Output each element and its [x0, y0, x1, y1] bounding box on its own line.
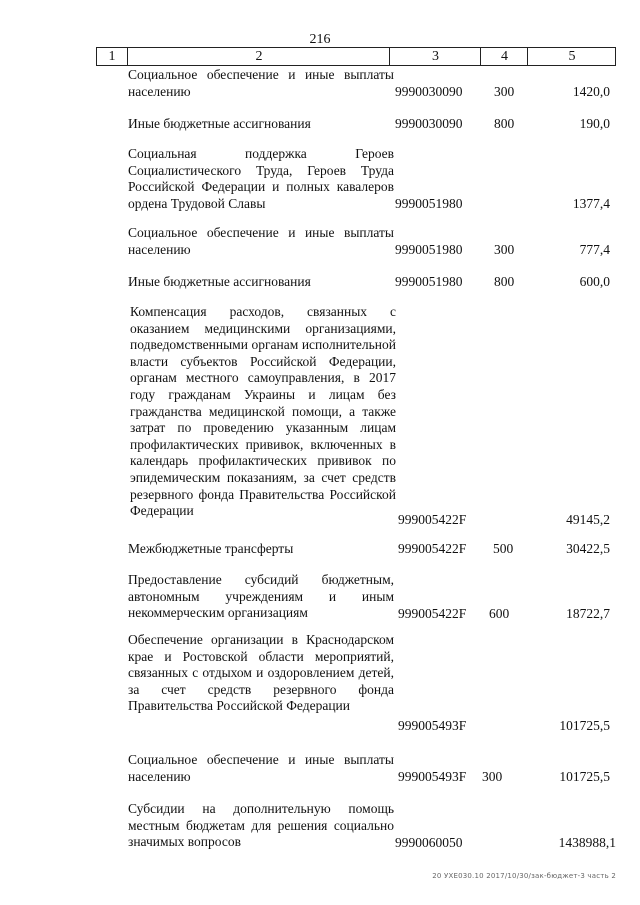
row-description: Социальное обеспечение и иные выплаты населению: [128, 67, 394, 99]
row-description: Обеспечение организации в Краснодарском крае и Ростовской области мероприятий, связанных с отдыхом и оздоровлением детей, за счет средств резервного фонда Правительства Российской Федерации: [128, 632, 394, 714]
row-sum: 30422,5: [566, 541, 610, 556]
footer-path: 20 УХЕ030.10 2017/10/30/зак-бюджет-3 часть 2: [432, 872, 616, 880]
row-sum: 1377,4: [572, 196, 610, 211]
row-expense-type: 300: [494, 242, 515, 257]
row-description: Компенсация расходов, связанных с оказанием медицинскими организациями, подведомственными органам исполнительной власти субъектов Российской Федерации, органам местного самоуправления, в 2017 году гражданам Украины и лицам без гражданства медицинской помощи, а также затрат по проведению указанным лицам профилактических прививок, включенных в календарь профилактических прививок по эпидемическим показаниям, за счет средств резервного фонда Правительства Российской Федерации: [130, 304, 396, 519]
row-description: Иные бюджетные ассигнования: [128, 274, 311, 289]
row-code: 999005493F: [398, 769, 467, 784]
row-description: Социальное обеспечение и иные выплаты населению: [128, 225, 394, 257]
row-code: 9990030090: [395, 84, 463, 99]
row-code: 9990051980: [395, 196, 463, 211]
column-5-header: 5: [527, 48, 616, 65]
row-expense-type: 800: [494, 116, 515, 131]
column-1-header: 1: [108, 49, 116, 64]
table-header: [96, 47, 616, 66]
row-code: 999005422F: [398, 512, 467, 527]
row-code: 999005493F: [398, 718, 467, 733]
row-code: 9990051980: [395, 274, 463, 289]
row-code: 9990060050: [395, 835, 463, 850]
row-description: Субсидии на дополнительную помощь местным бюджетам для решения социально значимых вопросов: [128, 801, 394, 850]
column-4-header: 4: [480, 48, 528, 65]
row-description: Предоставление субсидий бюджетным, автономным учреждениям и иным некоммерческим организациям: [128, 572, 394, 621]
row-sum: 1438988,1: [558, 835, 616, 850]
row-sum: 49145,2: [566, 512, 610, 527]
row-sum: 190,0: [579, 116, 610, 131]
page-number: 216: [309, 32, 331, 47]
row-expense-type: 600: [489, 606, 510, 621]
row-sum: 18722,7: [566, 606, 610, 621]
row-description: Межбюджетные трансферты: [128, 541, 294, 556]
row-code: 999005422F: [398, 541, 467, 556]
row-expense-type: 500: [493, 541, 514, 556]
row-expense-type: 300: [494, 84, 515, 99]
row-expense-type: 800: [494, 274, 515, 289]
row-description: Социальное обеспечение и иные выплаты населению: [128, 752, 394, 784]
row-code: 9990051980: [395, 242, 463, 257]
row-sum: 101725,5: [559, 718, 610, 733]
row-sum: 101725,5: [559, 769, 610, 784]
row-sum: 1420,0: [572, 84, 610, 99]
row-expense-type: 300: [482, 769, 503, 784]
column-2-header: 2: [127, 48, 390, 65]
row-code: 9990030090: [395, 116, 463, 131]
row-sum: 600,0: [579, 274, 610, 289]
row-sum: 777,4: [579, 242, 610, 257]
row-code: 999005422F: [398, 606, 467, 621]
row-description: Иные бюджетные ассигнования: [128, 116, 311, 131]
row-description: Социальная поддержка Героев Социалистического Труда, Героев Труда Российской Федерации и полных кавалеров ордена Трудовой Славы: [128, 146, 394, 211]
column-3-header: 3: [389, 48, 481, 65]
